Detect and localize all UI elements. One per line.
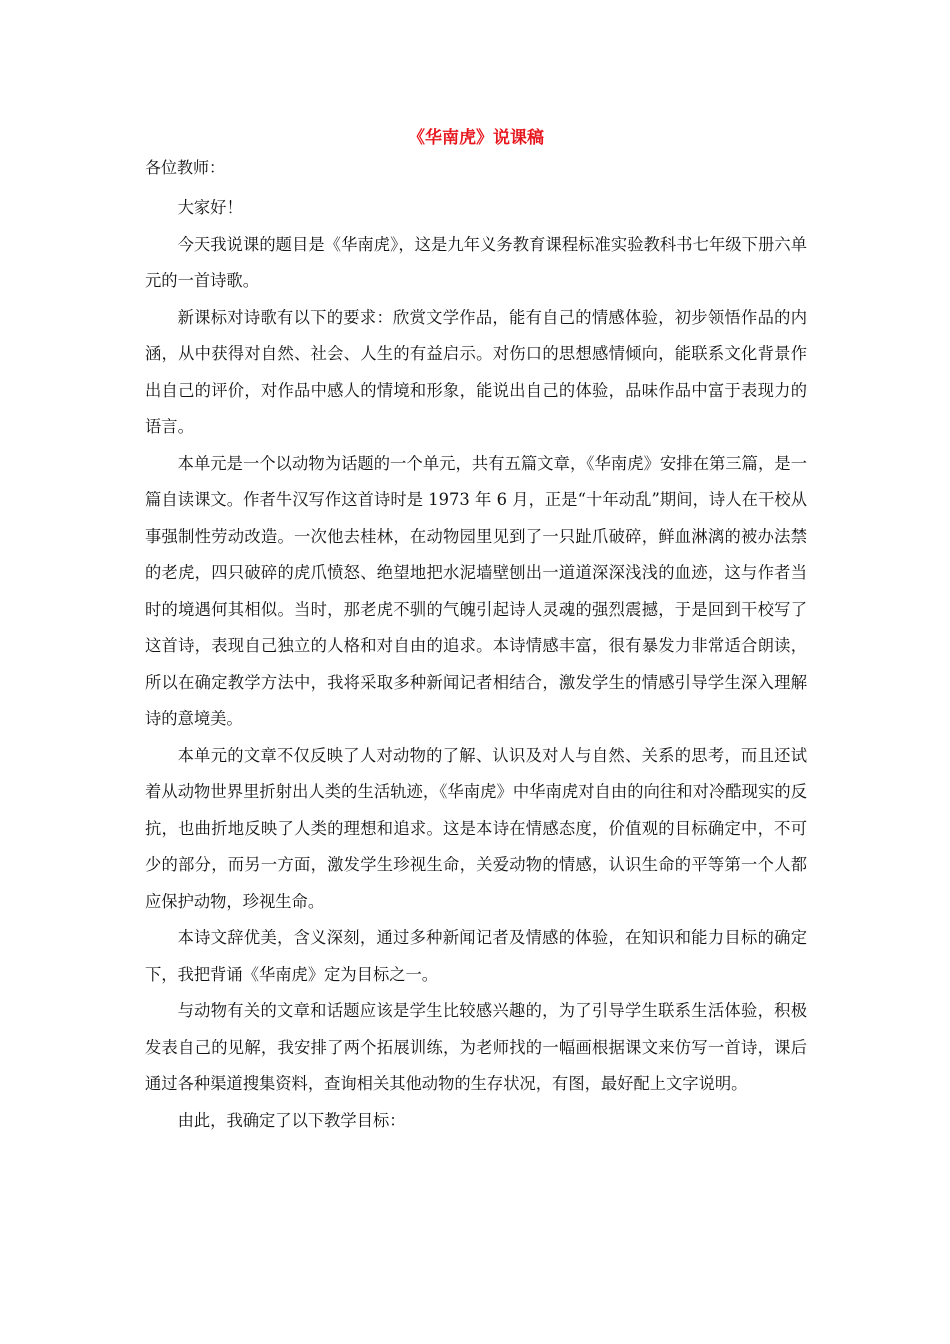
document-title: 《华南虎》说课稿 bbox=[408, 128, 544, 148]
paragraph-greeting: 大家好！ bbox=[177, 198, 243, 217]
paragraph-knowledge-goals: 本诗文辞优美，含义深刻，通过多种新闻记者及情感的体验，在知识和能力目标的确定下，我把背诵《华南虎》定为目标之一。 bbox=[145, 928, 807, 984]
salutation: 各位教师： bbox=[145, 158, 226, 177]
paragraph-objectives-intro: 由此，我确定了以下教学目标： bbox=[177, 1110, 406, 1130]
paragraph-emotional-goals: 本单元的文章不仅反映了人对动物的了解、认识及对人与自然、关系的思考，而且还试着从动物世界里折射出人类的生活轨迹，《华南虎》中华南虎对自由的向往和对冷酷现实的反抗，也曲折地反映了人类的理想和追求。这是本诗在情感态度，价值观的目标确定中，不可少的部分，而另一方面，激发学生珍视生命，关爱动物的情感，认识生命的平等第一个人都应保护动物，珍视生命。 bbox=[145, 745, 807, 911]
document-page bbox=[145, 124, 807, 1139]
paragraph-unit-background: 本单元是一个以动物为话题的一个单元，共有五篇文章，《华南虎》安排在第三篇，是一篇自读课文。作者牛汉写作这首诗时是 1973 年 6 月，正是“十年动乱”期间，诗人在干校从事强制性劳动改造。一次他去桂林，在动物园里见到了一只趾爪破碎，鲜血淋漓的被办法禁的老虎，四只破碎的虎爪愤怒、绝望地把水泥墙壁刨出一道道深深浅浅的血迹，这与作者当时的境遇何其相似。当时，那老虎不驯的气魄引起诗人灵魂的强烈震撼，于是回到干校写了这首诗，表现自己独立的人格和对自由的追求。本诗情感丰富，很有暴发力非常适合朗读，所以在确定教学方法中，我将采取多种新闻记者相结合，激发学生的情感引导学生深入理解诗的意境美。 bbox=[145, 453, 807, 728]
paragraph-extension-training: 与动物有关的文章和话题应该是学生比较感兴趣的，为了引导学生联系生活体验，积极发表自己的见解，我安排了两个拓展训练，为老师找的一幅画根据课文来仿写一首诗，课后通过各种渠道搜集资料，查询相关其他动物的生存状况，有图，最好配上文字说明。 bbox=[145, 1001, 807, 1093]
paragraph-curriculum-requirements: 新课标对诗歌有以下的要求：欣赏文学作品，能有自己的情感体验，初步领悟作品的内涵，从中获得对自然、社会、人生的有益启示。对伤口的思想感情倾向，能联系文化背景作出自己的评价，对作品中感人的情境和形象，能说出自己的体验，品味作品中富于表现力的语言。 bbox=[145, 307, 807, 436]
paragraph-topic: 今天我说课的题目是《华南虎》，这是九年义务教育课程标准实验教科书七年级下册六单元的一首诗歌。 bbox=[145, 234, 807, 290]
